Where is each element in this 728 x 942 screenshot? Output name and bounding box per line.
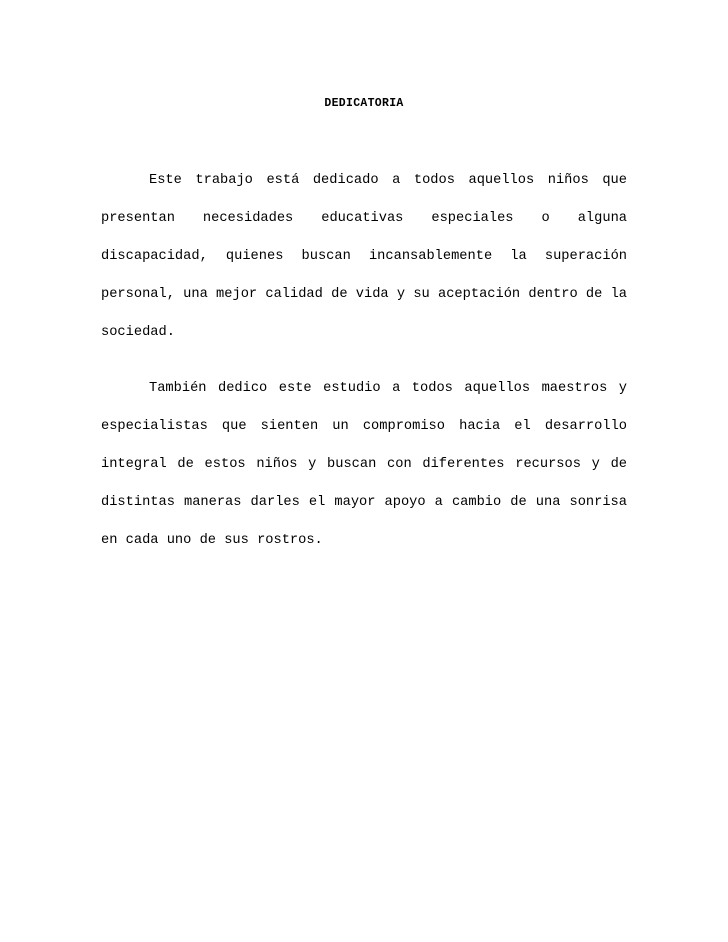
dedication-paragraph-2: También dedico este estudio a todos aquellos maestros y especialistas que sienten un compromiso hacia el desarrollo integral de estos niños y buscan con diferentes recursos y de distintas maneras darles el mayor apoyo a cambio de una sonrisa en cada uno de sus rostros. — [101, 381, 627, 548]
page-title: DEDICATORIA — [324, 97, 404, 110]
dedication-paragraph-1: Este trabajo está dedicado a todos aquellos niños que presentan necesidades educativas especiales o alguna discapacidad, quienes buscan incansablemente la superación personal, una mejor calidad de vida y su aceptación dentro de la sociedad. — [101, 173, 627, 340]
